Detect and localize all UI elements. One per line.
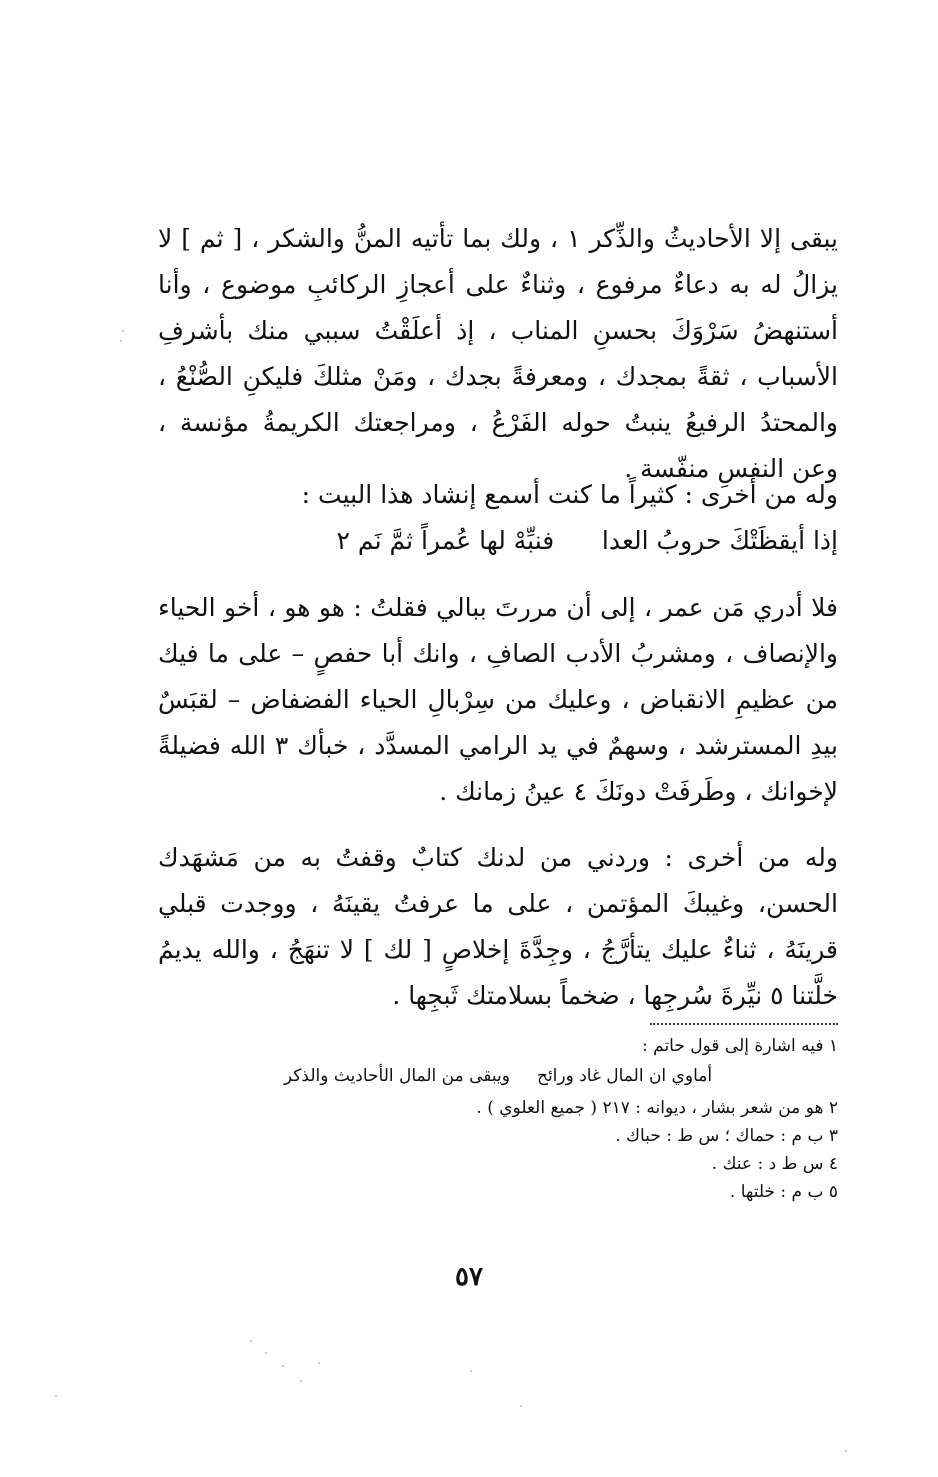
footnote-2: ٢ هو من شعر بشار ، ديوانه : ٢١٧ ( جميع العلوي ) . [476,1098,838,1118]
poetry-verse: إذا أيقظَتْكَ حروبُ العدا فنبِّهْ لها عُمراً ثمَّ نَم ٢ [336,526,838,555]
footnote-1: ١ فيه اشارة إلى قول حاتم : [642,1036,838,1056]
scan-speck [120,340,122,342]
footnote-5: ٥ ب م : خلتها . [729,1182,838,1202]
scan-speck [318,1362,320,1364]
footnote-1-verse: أماوي ان المال غاد ورائح ويبقى من المال الأحاديث والذكر [283,1066,713,1086]
scan-speck [470,1370,472,1372]
scan-speck [520,1405,522,1407]
footnote-4: ٤ س ط د : عنك . [711,1154,838,1174]
footnote-divider [650,1023,838,1025]
paragraph-intro-2: وله من أخرى : كثيراً ما كنت أسمع إنشاد هذا البيت : [301,480,838,509]
footnote-3: ٣ ب م : حماك ؛ س ط : حباك . [615,1126,838,1146]
scan-speck [300,1380,302,1382]
paragraph-3: وله من أخرى : وردني من لدنك كتابٌ وقفتُ به من مَشهَدك الحسن، وغيبكَ المؤتمن ، على ما عرفتُ يقينَهُ ، ووجدت قبلي قرينَهُ ، ثناءٌ عليك يتأرَّجُ ، وجِدَّةَ إخلاصٍ [ لك ] لا تنهَجُ ، والله يديمُ خلَّتنا ٥ نيِّرةَ سُرجِها ، ضخماً بسلامتك ثَبجِها . [158,843,838,1010]
paragraph-2: فلا أدري مَن عمر ، إلى أن مررتَ ببالي فقلتُ : هو هو ، أخو الحياء والإنصاف ، ومشربُ الأدب الصافِ ، وانك أبا حفصٍ – على ما فيك من عظيمِ الانقباض ، وعليك من سِرْبالِ الحياء الفضفاض – لقبَسٌ بيدِ المسترشد ، وسهمٌ في يد الرامي المسدَّد ، خبأك ٣ الله فضيلةً لإخوانك ، وطَرفَتْ دونَكَ ٤ عينُ زمانك . [158,593,838,806]
footnotes-section [158,1032,838,1206]
scan-speck [122,330,124,332]
page-number: ٥٧ [455,1262,483,1292]
scan-speck [282,1365,284,1367]
scan-speck [265,1352,267,1354]
paragraph-1: يبقى إلا الأحاديثُ والذِّكر ١ ، ولك بما تأتيه المنُّ والشكر ، [ ثم ] لا يزالُ له به دعاءٌ مرفوع ، وثناءٌ على أعجازِ الركائبِ موضوع ، وأنا أستنهضُ سَرْوَكَ بحسنِ المناب ، إذ أعلَقْتُ سببي منك بأشرفِ الأسباب ، ثقةً بمجدك ، ومعرفةً بجدك ، ومَنْ مثلكَ فليكنِ الصُّنْعُ ، والمحتدُ الرفيعُ ينبتُ حوله الفَرْعُ ، ومراجعتك الكريمةُ مؤنسة ، وعن النفسِ منفّسة . [158,224,838,483]
scan-speck [845,1450,847,1452]
scan-speck [250,1340,252,1342]
scan-speck [55,1395,57,1397]
